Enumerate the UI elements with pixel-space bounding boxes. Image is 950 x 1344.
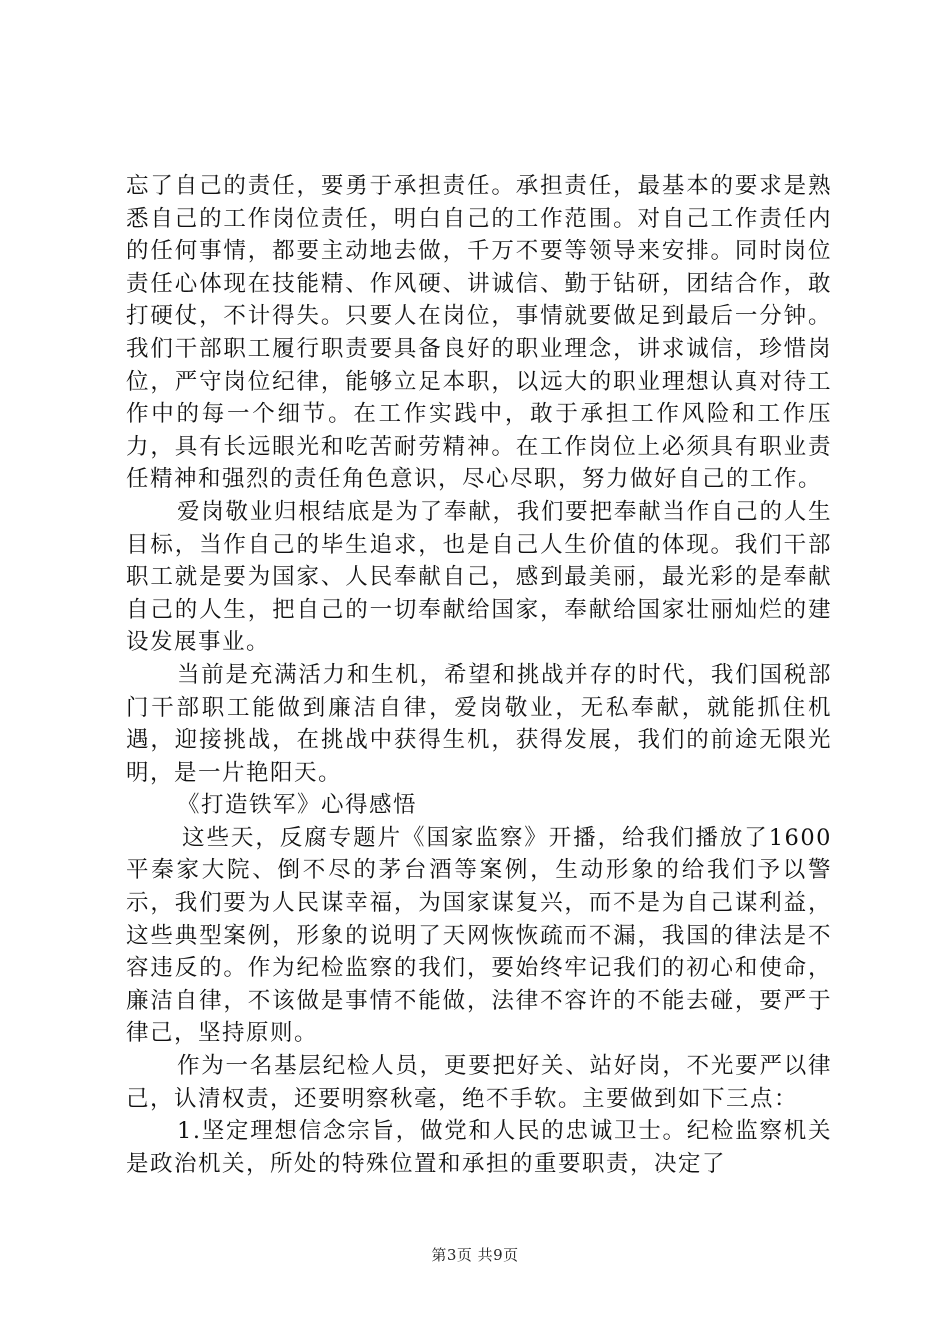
list-item-1: 1.坚定理想信念宗旨，做党和人民的忠诚卫士。纪检监察机关是政治机关，所处的特殊位置和承担的重要职责，决定了 [126,1118,832,1177]
paragraph-responsibility: 忘了自己的责任，要勇于承担责任。承担责任，最基本的要求是熟悉自己的工作岗位责任，明白自己的工作范围。对自己工作责任内的任何事情，都要主动地去做，千万不要等领导来安排。同时岗位责任心体现在技能精、作风硬、讲诚信、勤于钻研，团结合作，敢打硬仗，不计得失。只要人在岗位，事情就要做足到最后一分钟。我们干部职工履行职责要具备良好的职业理念，讲求诚信，珍惜岗位，严守岗位纪律，能够立足本职，以远大的职业理想认真对待工作中的每一个细节。在工作实践中，敢于承担工作风险和工作压力，具有长远眼光和吃苦耐劳精神。在工作岗位上必须具有职业责任精神和强烈的责任角色意识，尽心尽职，努力做好自己的工作。 [126,173,832,493]
paragraph-discipline-inspector: 作为一名基层纪检人员，更要把好关、站好岗，不光要严以律己，认清权责，还要明察秋毫，绝不手软。主要做到如下三点： [126,1053,832,1112]
paragraph-dedication: 爱岗敬业归根结底是为了奉献，我们要把奉献当作自己的人生目标，当作自己的毕生追求，也是自己人生价值的体现。我们干部职工就是要为国家、人民奉献自己，感到最美丽，最光彩的是奉献自己的人生，把自己的一切奉献给国家，奉献给国家壮丽灿烂的建设发展事业。 [126,498,832,656]
paragraph-documentary: 这些天，反腐专题片《国家监察》开播，给我们播放了1600平秦家大院、倒不尽的茅台酒等案例，生动形象的给我们予以警示，我们要为人民谋幸福，为国家谋复兴，而不是为自己谋利益，这些典型案例，形象的说明了天网恢恢疏而不漏，我国的律法是不容违反的。作为纪检监察的我们，要始终牢记我们的初心和使命，廉洁自律，不该做是事情不能做，法律不容许的不能去碰，要严于律己，坚持原则。 [126,824,832,1047]
document-body [126,170,832,1180]
section-title: 《打造铁军》心得感悟 [177,792,418,819]
paragraph-era: 当前是充满活力和生机，希望和挑战并存的时代，我们国税部门干部职工能做到廉洁自律，爱岗敬业，无私奉献，就能抓住机遇，迎接挑战，在挑战中获得生机，获得发展，我们的前途无限光明，是一片艳阳天。 [126,661,832,786]
page-number-footer: 第3页 共9页 [431,1246,519,1264]
